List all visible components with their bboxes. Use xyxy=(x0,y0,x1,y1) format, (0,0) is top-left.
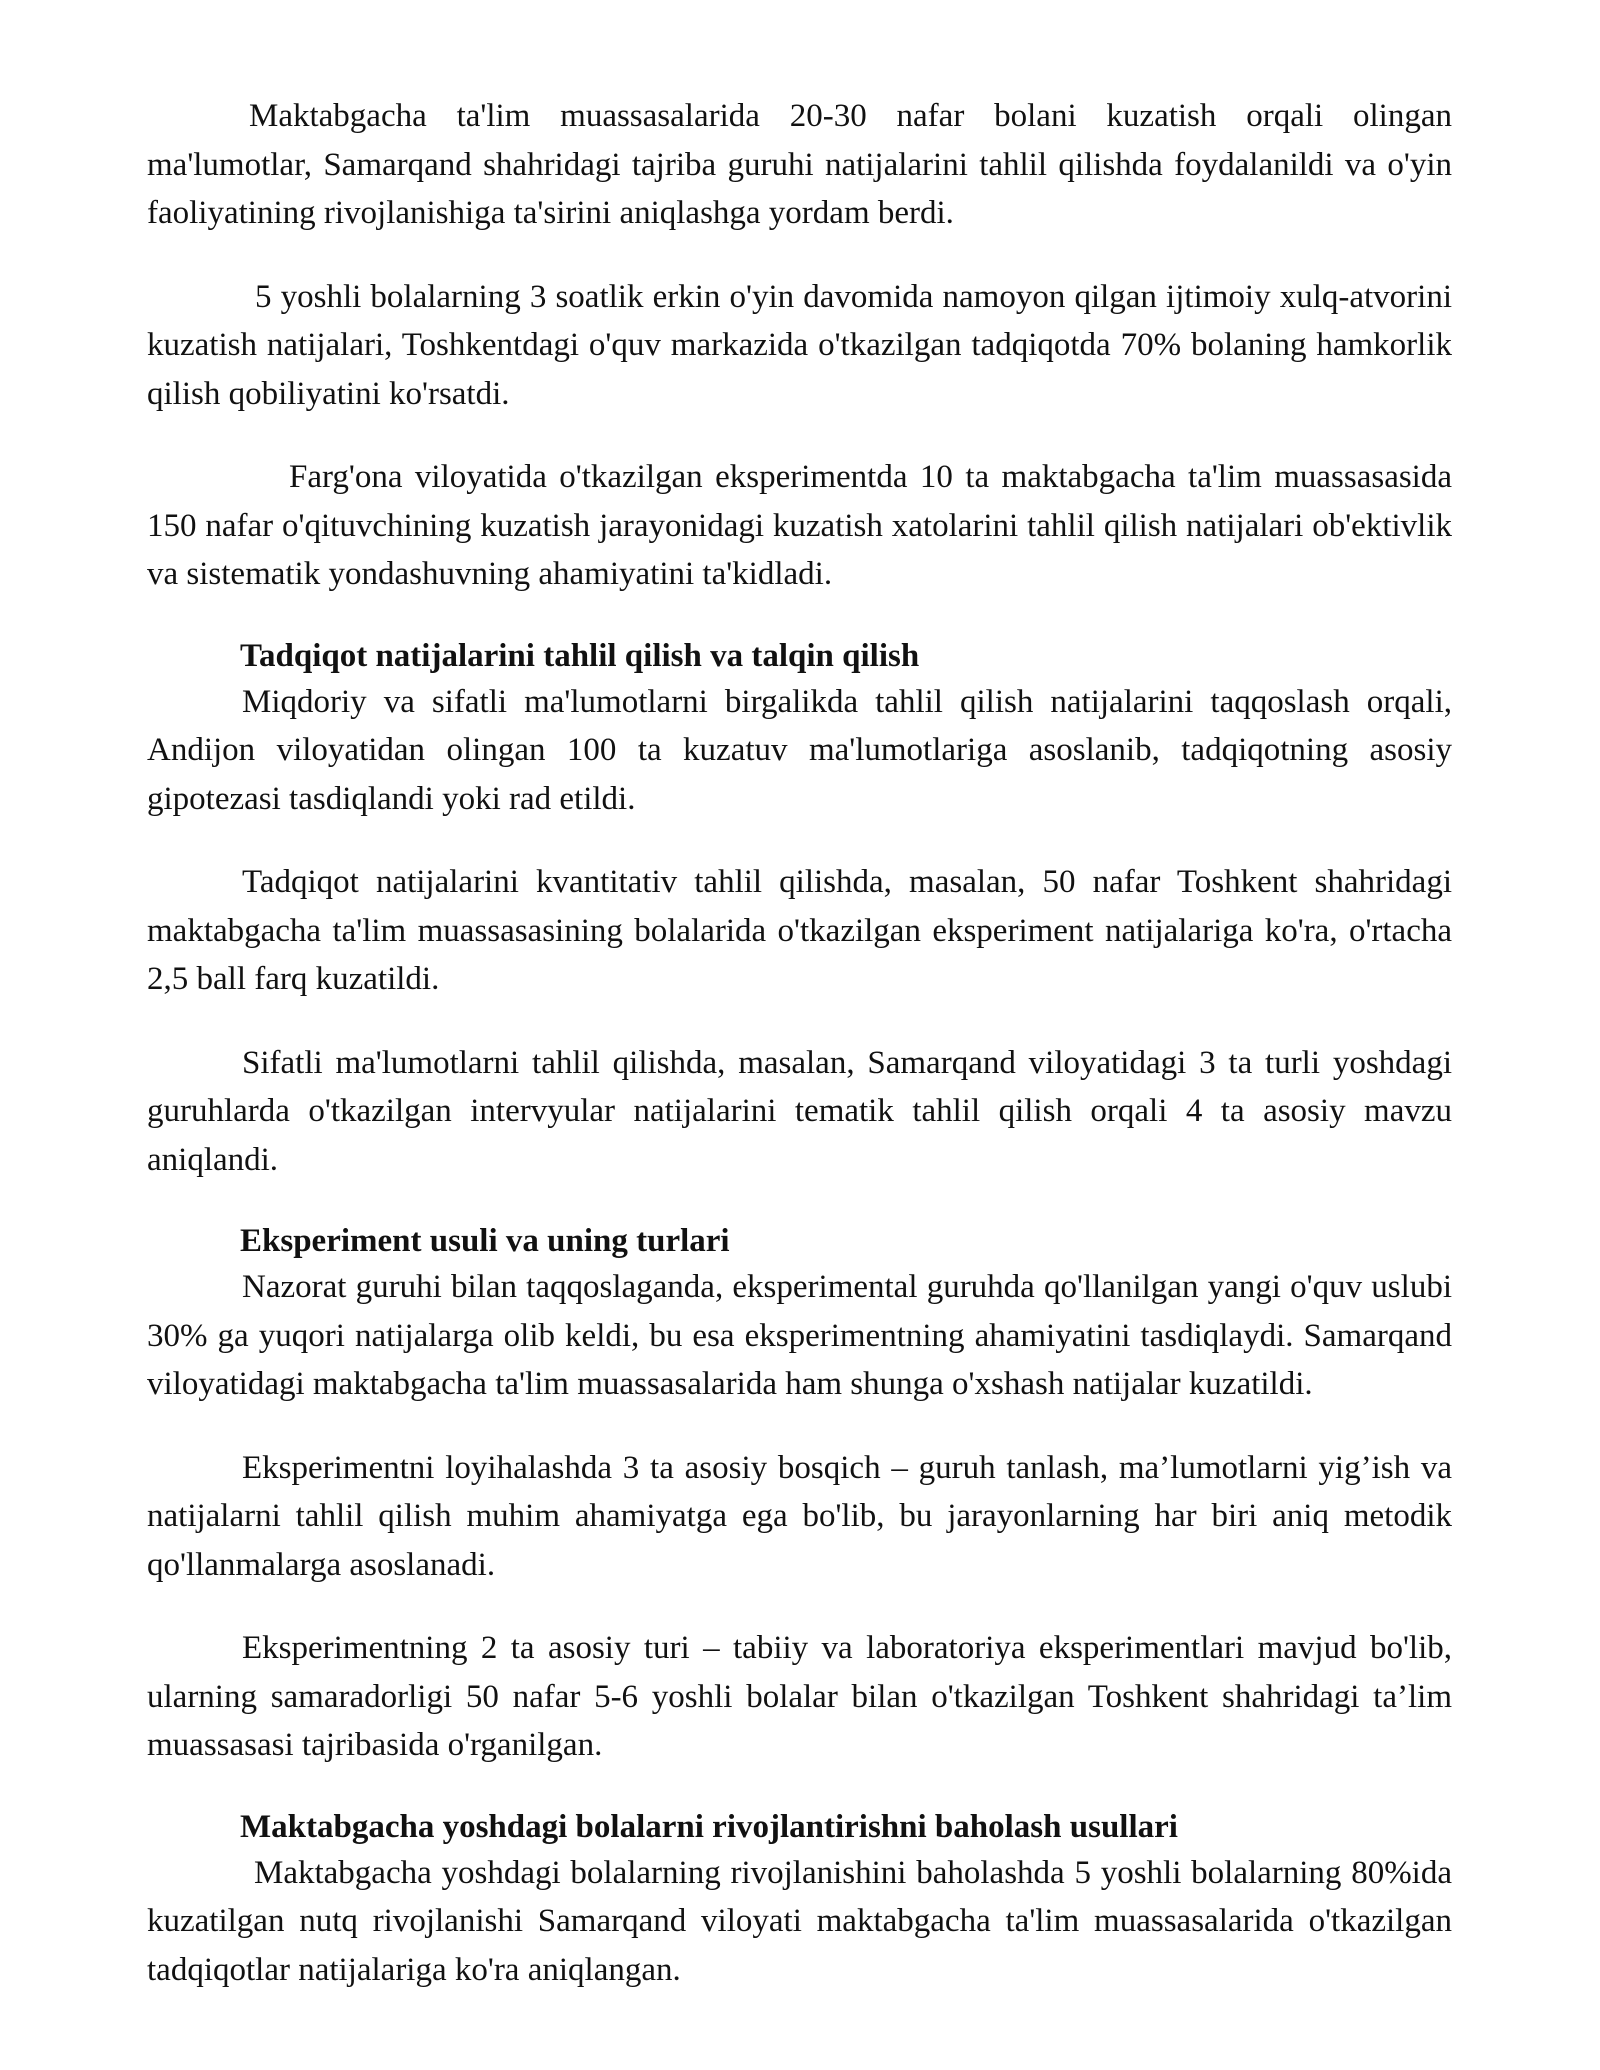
paragraph: Farg'ona viloyatida o'tkazilgan eksperimentda 10 ta maktabgacha ta'lim muassasasida 150 nafar o'qituvchining kuzatish jarayonidagi kuzatish xatolarini tahlil qilish natijalari ob'ektivlik va sistematik yondashuvning ahamiyatini ta'kidladi. xyxy=(147,459,1452,592)
paragraph: Maktabgacha ta'lim muassasalarida 20-30 nafar bolani kuzatish orqali olingan ma'lumotlar, Samarqand shahridagi tajriba guruhi natijalarini tahlil qilishda foydalanildi va o'yin faoliyatining rivojlanishiga ta'sirini aniqlashga yordam berdi. xyxy=(147,98,1452,231)
section-heading: Maktabgacha yoshdagi bolalarni rivojlantirishni baholash usullari xyxy=(240,1808,1178,1845)
paragraph: Tadqiqot natijalarini kvantitativ tahlil qilishda, masalan, 50 nafar Toshkent shahridagi maktabgacha ta'lim muassasasining bolalarida o'tkazilgan eksperiment natijalariga ko'ra, o'rtacha 2,5 ball farq kuzatildi. xyxy=(147,864,1452,997)
section-heading: Eksperiment usuli va uning turlari xyxy=(240,1223,730,1259)
section-analysis xyxy=(147,634,1452,1185)
paragraph: Eksperimentning 2 ta asosiy turi – tabiiy va laboratoriya eksperimentlari mavjud bo'lib, ularning samaradorligi 50 nafar 5-6 yoshli bolalar bilan o'tkazilgan Toshkent shahridagi ta’lim muassasasi tajribasida o'rganilgan. xyxy=(147,1630,1452,1763)
paragraph: Nazorat guruhi bilan taqqoslaganda, eksperimental guruhda qo'llanilgan yangi o'quv uslubi 30% ga yuqori natijalarga olib keldi, bu esa eksperimentning ahamiyatini tasdiqlaydi. Samarqand viloyatidagi maktabgacha ta'lim muassasalarida ham shunga o'xshash natijalar kuzatildi. xyxy=(147,1269,1452,1402)
section-experiment xyxy=(147,1219,1452,1770)
paragraph: 5 yoshli bolalarning 3 soatlik erkin o'yin davomida namoyon qilgan ijtimoiy xulq-atvorini kuzatish natijalari, Toshkentdagi o'quv markazida o'tkazilgan tadqiqotda 70% bolaning hamkorlik qilish qobiliyatini ko'rsatdi. xyxy=(147,278,1452,412)
paragraph: Maktabgacha yoshdagi bolalarning rivojlanishini baholashda 5 yoshli bolalarning 80%ida kuzatilgan nutq rivojlanishi Samarqand viloyati maktabgacha ta'lim muassasalarida o'tkazilgan tadqiqotlar natijalariga ko'ra aniqlangan. xyxy=(147,1854,1452,1988)
section-heading: Tadqiqot natijalarini tahlil qilish va talqin qilish xyxy=(240,637,920,674)
paragraph: Eksperimentni loyihalashda 3 ta asosiy bosqich – guruh tanlash, ma’lumotlarni yig’ish va natijalarni tahlil qilish muhim ahamiyatga ega bo'lib, bu jarayonlarning har biri aniq metodik qo'llanmalarga asoslanadi. xyxy=(147,1449,1452,1583)
section-assessment xyxy=(147,1805,1452,1995)
paragraph: Sifatli ma'lumotlarni tahlil qilishda, masalan, Samarqand viloyatidagi 3 ta turli yoshdagi guruhlarda o'tkazilgan intervyular natijalarini tematik tahlil qilish orqali 4 ta asosiy mavzu aniqlandi. xyxy=(147,1044,1452,1178)
paragraph: Miqdoriy va sifatli ma'lumotlarni birgalikda tahlil qilish natijalarini taqqoslash orqali, Andijon viloyatidan olingan 100 ta kuzatuv ma'lumotlariga asoslanib, tadqiqotning asosiy gipotezasi tasdiqlandi yoki rad etildi. xyxy=(147,683,1452,817)
document-page xyxy=(147,92,1452,2029)
